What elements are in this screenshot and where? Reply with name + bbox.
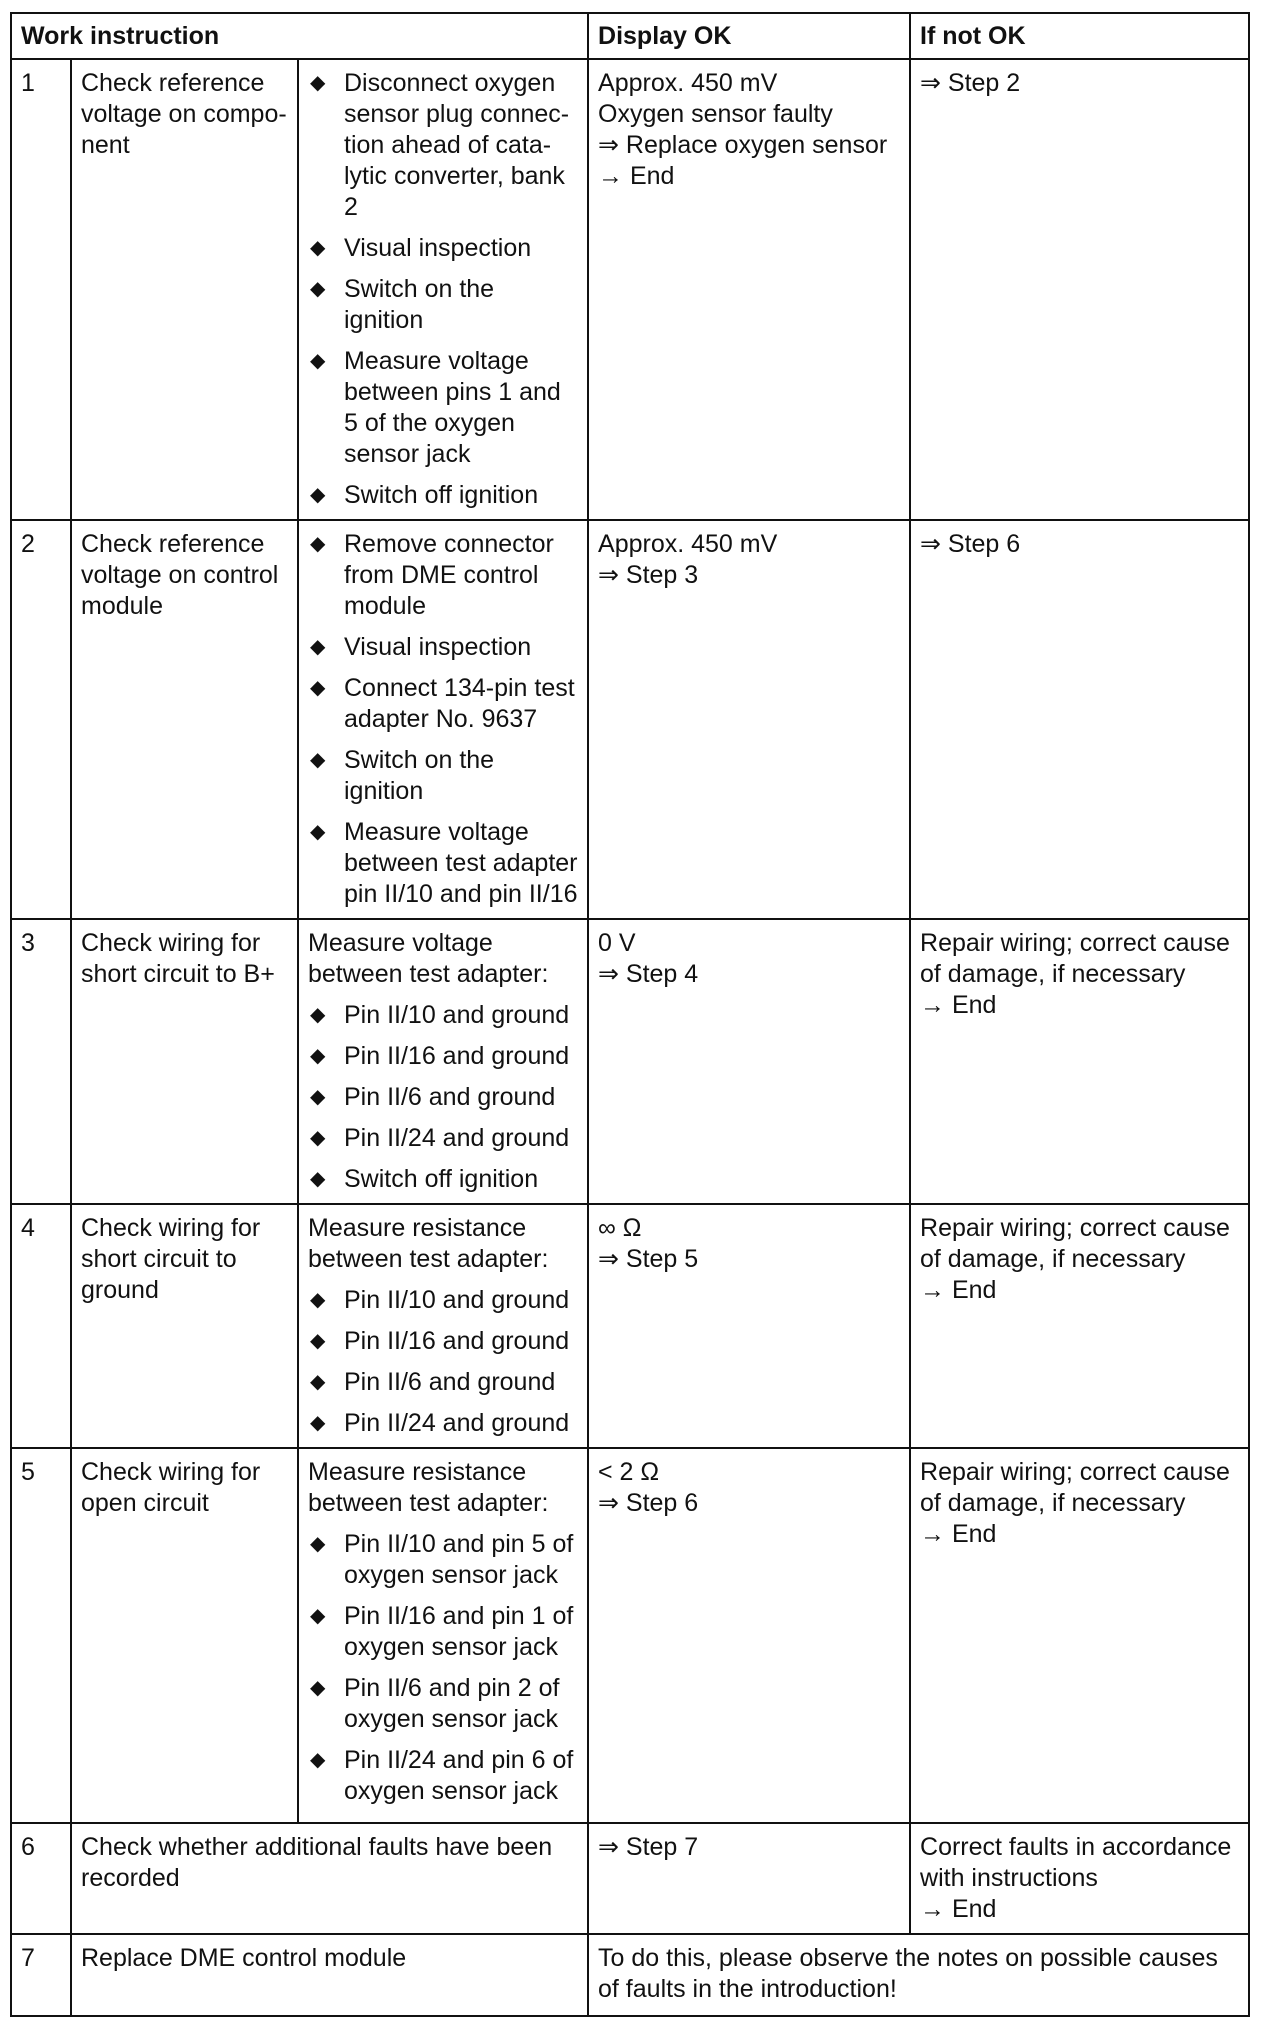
- header-if-not-ok: If not OK: [910, 13, 1249, 59]
- if-not-ok-cell: [910, 520, 1249, 919]
- if-not-ok-cell: [910, 59, 1249, 520]
- note-cell: To do this, please observe the notes on possible causes of faults in the introduction!: [588, 1934, 1249, 2016]
- header-row: [11, 13, 1249, 59]
- diamond-bullet-icon: ◆: [310, 1168, 326, 1190]
- display-ok-line: ⇒ Step 7: [598, 1833, 699, 1861]
- list-item: ◆ Switch off ignition: [310, 1165, 539, 1193]
- display-ok-line: < 2 Ω: [598, 1458, 660, 1486]
- if-not-ok-line: ⇒ Step 6: [920, 530, 1021, 558]
- list-item: ◆ Visual inspection: [310, 234, 532, 262]
- diamond-bullet-icon: ◆: [310, 1289, 326, 1311]
- header-display-ok: Display OK: [588, 13, 910, 59]
- display-ok-cell: [588, 520, 910, 919]
- display-ok-line: ⇒ Replace oxygen sensor: [598, 131, 888, 159]
- diamond-bullet-icon: ◆: [310, 1749, 326, 1771]
- header-work-instruction: Work instruction: [11, 13, 588, 59]
- display-ok-cell: [588, 1448, 910, 1823]
- diamond-bullet-icon: ◆: [310, 1371, 326, 1393]
- display-ok-line: ∞ Ω: [598, 1214, 642, 1242]
- if-not-ok-line: Correct faults in accordance with instructions: [920, 1833, 1232, 1892]
- check-description: Replace DME control module: [71, 1934, 588, 2016]
- instruction-list: [298, 520, 588, 919]
- step-number: 4: [11, 1204, 71, 1448]
- diamond-bullet-icon: ◆: [310, 350, 326, 372]
- step-number: 6: [11, 1823, 71, 1934]
- diamond-bullet-icon: ◆: [310, 821, 326, 843]
- list-item: ◆ Switch on the ignition: [310, 275, 495, 334]
- table-row: [11, 919, 1249, 1204]
- diamond-bullet-icon: ◆: [310, 749, 326, 771]
- list-item: ◆ Pin II/10 and ground: [310, 1286, 570, 1314]
- table-row: [11, 520, 1249, 919]
- diamond-bullet-icon: ◆: [310, 1412, 326, 1434]
- step-number: 2: [11, 520, 71, 919]
- display-ok-line: ⇒ Step 6: [598, 1489, 699, 1517]
- table-row: [11, 59, 1249, 520]
- instruction-intro: Measure resistance between test adapter:: [308, 1458, 549, 1517]
- list-item: ◆ Pin II/16 and pin 1 of oxygen sensor jack: [310, 1602, 574, 1661]
- list-item: ◆ Pin II/10 and pin 5 of oxygen sensor jack: [310, 1530, 574, 1589]
- list-item: ◆ Pin II/6 and ground: [310, 1083, 556, 1111]
- display-ok-cell: [588, 1823, 910, 1934]
- step-number: 7: [11, 1934, 71, 2016]
- table-row: [11, 1934, 1249, 2016]
- check-description: Check wiring for open circuit: [71, 1448, 298, 1823]
- diamond-bullet-icon: ◆: [310, 1330, 326, 1352]
- list-item: ◆ Switch off ignition: [310, 481, 539, 509]
- if-not-ok-line: Repair wiring; correct cause of damage, if necessary: [920, 1458, 1230, 1517]
- if-not-ok-cell: [910, 1823, 1249, 1934]
- display-ok-cell: [588, 919, 910, 1204]
- list-item: ◆ Connect 134-pin test adapter No. 9637: [310, 674, 575, 733]
- if-not-ok-cell: [910, 919, 1249, 1204]
- if-not-ok-line: → End: [920, 1520, 997, 1548]
- display-ok-cell: [588, 1204, 910, 1448]
- list-item: ◆ Pin II/16 and ground: [310, 1327, 570, 1355]
- list-item: ◆ Pin II/10 and ground: [310, 1001, 570, 1029]
- display-ok-line: → End: [598, 162, 675, 190]
- instruction-list: [298, 1204, 588, 1448]
- list-item: ◆ Switch on the ignition: [310, 746, 495, 805]
- diamond-bullet-icon: ◆: [310, 677, 326, 699]
- display-ok-line: Approx. 450 mV: [598, 530, 778, 558]
- display-ok-line: 0 V: [598, 929, 636, 957]
- diamond-bullet-icon: ◆: [310, 278, 326, 300]
- if-not-ok-line: → End: [920, 1895, 997, 1923]
- list-item: ◆ Pin II/24 and ground: [310, 1124, 570, 1152]
- table-row: [11, 1823, 1249, 1934]
- list-item: ◆ Pin II/24 and pin 6 of oxygen sensor jack: [310, 1746, 574, 1805]
- work-instruction-table: [10, 12, 1250, 2017]
- display-ok-cell: [588, 59, 910, 520]
- step-number: 5: [11, 1448, 71, 1823]
- list-item: ◆ Pin II/16 and ground: [310, 1042, 570, 1070]
- instruction-intro: Measure voltage between test adapter:: [308, 929, 549, 988]
- list-item: ◆ Pin II/6 and ground: [310, 1368, 556, 1396]
- diamond-bullet-icon: ◆: [310, 72, 326, 94]
- table-row: [11, 1204, 1249, 1448]
- if-not-ok-cell: [910, 1204, 1249, 1448]
- display-ok-line: Approx. 450 mV: [598, 69, 778, 97]
- if-not-ok-cell: [910, 1448, 1249, 1823]
- step-number: 1: [11, 59, 71, 520]
- display-ok-line: ⇒ Step 5: [598, 1245, 699, 1273]
- list-item: ◆ Measure voltage between test adapter pin II/10 and pin II/16: [310, 818, 578, 908]
- display-ok-line: Oxygen sensor faulty: [598, 100, 833, 128]
- list-item: ◆ Pin II/6 and pin 2 of oxygen sensor jack: [310, 1674, 560, 1733]
- instruction-list: [298, 1448, 588, 1823]
- instruction-list: [298, 919, 588, 1204]
- diamond-bullet-icon: ◆: [310, 533, 326, 555]
- diamond-bullet-icon: ◆: [310, 1533, 326, 1555]
- check-description: Check reference voltage on control module: [71, 520, 298, 919]
- check-description: Check whether additional faults have been recorded: [71, 1823, 588, 1934]
- display-ok-line: ⇒ Step 4: [598, 960, 699, 988]
- diamond-bullet-icon: ◆: [310, 636, 326, 658]
- if-not-ok-line: → End: [920, 1276, 997, 1304]
- table-row: [11, 1448, 1249, 1823]
- list-item: ◆ Remove connector from DME control module: [310, 530, 554, 620]
- list-item: ◆ Measure voltage between pins 1 and 5 of the oxygen sensor jack: [310, 347, 561, 468]
- list-item: ◆ Disconnect oxygen sensor plug connec-tion ahead of cata-lytic converter, bank 2: [310, 69, 570, 221]
- check-description: Check reference voltage on compo-nent: [71, 59, 298, 520]
- if-not-ok-line: → End: [920, 991, 997, 1019]
- check-description: Check wiring for short circuit to ground: [71, 1204, 298, 1448]
- if-not-ok-line: ⇒ Step 2: [920, 69, 1021, 97]
- list-item: ◆ Pin II/24 and ground: [310, 1409, 570, 1437]
- list-item: ◆ Visual inspection: [310, 633, 532, 661]
- step-number: 3: [11, 919, 71, 1204]
- instruction-list: [298, 59, 588, 520]
- diamond-bullet-icon: ◆: [310, 1677, 326, 1699]
- diamond-bullet-icon: ◆: [310, 1004, 326, 1026]
- display-ok-line: ⇒ Step 3: [598, 561, 699, 589]
- diamond-bullet-icon: ◆: [310, 484, 326, 506]
- diamond-bullet-icon: ◆: [310, 237, 326, 259]
- if-not-ok-line: Repair wiring; correct cause of damage, if necessary: [920, 1214, 1230, 1273]
- instruction-intro: Measure resistance between test adapter:: [308, 1214, 549, 1273]
- diamond-bullet-icon: ◆: [310, 1605, 326, 1627]
- diamond-bullet-icon: ◆: [310, 1127, 326, 1149]
- diamond-bullet-icon: ◆: [310, 1086, 326, 1108]
- diamond-bullet-icon: ◆: [310, 1045, 326, 1067]
- check-description: Check wiring for short circuit to B+: [71, 919, 298, 1204]
- if-not-ok-line: Repair wiring; correct cause of damage, if necessary: [920, 929, 1230, 988]
